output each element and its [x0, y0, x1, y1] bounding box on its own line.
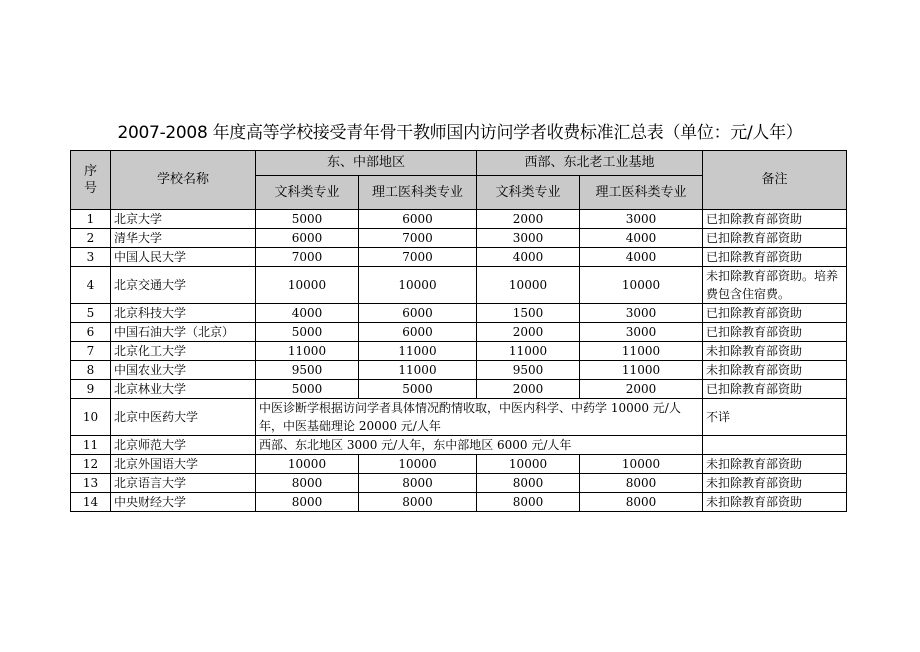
row-east-arts: 9500 — [256, 361, 359, 380]
row-west-arts: 9500 — [477, 361, 580, 380]
row-no: 13 — [71, 474, 111, 493]
row-note: 未扣除教育部资助。培养费包含住宿费。 — [703, 267, 847, 304]
row-school: 清华大学 — [111, 229, 256, 248]
row-no: 12 — [71, 455, 111, 474]
row-note — [703, 436, 847, 455]
row-no: 4 — [71, 267, 111, 304]
row-west-arts: 8000 — [477, 474, 580, 493]
table-row — [71, 455, 847, 474]
row-school: 北京语言大学 — [111, 474, 256, 493]
row-note: 未扣除教育部资助 — [703, 474, 847, 493]
row-school: 中国人民大学 — [111, 248, 256, 267]
row-east-sci: 7000 — [359, 248, 477, 267]
row-west-arts: 3000 — [477, 229, 580, 248]
header-seq: 序号 — [71, 151, 111, 210]
table-row — [71, 342, 847, 361]
row-school: 北京化工大学 — [111, 342, 256, 361]
row-west-sci: 11000 — [580, 361, 703, 380]
row-west-sci: 10000 — [580, 455, 703, 474]
row-note: 已扣除教育部资助 — [703, 229, 847, 248]
row-no: 2 — [71, 229, 111, 248]
row-east-arts: 5000 — [256, 323, 359, 342]
row-west-arts: 8000 — [477, 493, 580, 512]
table-row — [71, 248, 847, 267]
header-west-arts: 文科类专业 — [477, 176, 580, 210]
table-row — [71, 267, 847, 304]
row-east-arts: 8000 — [256, 474, 359, 493]
fee-table — [70, 150, 847, 512]
row-no: 10 — [71, 399, 111, 436]
header-note: 备注 — [703, 151, 847, 210]
row-west-arts: 2000 — [477, 323, 580, 342]
table-row — [71, 399, 847, 436]
row-school: 北京林业大学 — [111, 380, 256, 399]
row-school: 北京师范大学 — [111, 436, 256, 455]
row-school: 北京科技大学 — [111, 304, 256, 323]
table-row — [71, 474, 847, 493]
row-west-arts: 2000 — [477, 210, 580, 229]
row-fee-description: 西部、东北地区 3000 元/人年，东中部地区 6000 元/人年 — [256, 436, 703, 455]
row-east-sci: 8000 — [359, 474, 477, 493]
row-east-arts: 10000 — [256, 267, 359, 304]
row-east-sci: 5000 — [359, 380, 477, 399]
header-region-east: 东、中部地区 — [256, 151, 477, 176]
row-note: 已扣除教育部资助 — [703, 380, 847, 399]
row-west-arts: 11000 — [477, 342, 580, 361]
row-school: 北京外国语大学 — [111, 455, 256, 474]
row-no: 7 — [71, 342, 111, 361]
row-school: 北京交通大学 — [111, 267, 256, 304]
row-west-sci: 2000 — [580, 380, 703, 399]
row-west-arts: 2000 — [477, 380, 580, 399]
row-east-arts: 5000 — [256, 380, 359, 399]
row-east-sci: 7000 — [359, 229, 477, 248]
table-row — [71, 380, 847, 399]
row-east-sci: 10000 — [359, 455, 477, 474]
header-west-sci: 理工医科类专业 — [580, 176, 703, 210]
table-row — [71, 361, 847, 380]
header-region-west: 西部、东北老工业基地 — [477, 151, 703, 176]
row-west-arts: 4000 — [477, 248, 580, 267]
row-east-sci: 8000 — [359, 493, 477, 512]
row-school: 北京中医药大学 — [111, 399, 256, 436]
row-east-arts: 11000 — [256, 342, 359, 361]
row-school: 中国农业大学 — [111, 361, 256, 380]
row-note: 未扣除教育部资助 — [703, 455, 847, 474]
row-note: 未扣除教育部资助 — [703, 361, 847, 380]
row-east-sci: 6000 — [359, 323, 477, 342]
row-no: 14 — [71, 493, 111, 512]
row-west-sci: 3000 — [580, 323, 703, 342]
row-note: 已扣除教育部资助 — [703, 323, 847, 342]
page-title: 2007-2008 年度高等学校接受青年骨干教师国内访问学者收费标准汇总表（单位：元/人年） — [117, 123, 803, 143]
row-note: 已扣除教育部资助 — [703, 304, 847, 323]
row-school: 北京大学 — [111, 210, 256, 229]
row-school: 中央财经大学 — [111, 493, 256, 512]
table-row — [71, 229, 847, 248]
table-row — [71, 323, 847, 342]
row-east-sci: 11000 — [359, 361, 477, 380]
row-note: 已扣除教育部资助 — [703, 248, 847, 267]
row-east-sci: 11000 — [359, 342, 477, 361]
header-east-arts: 文科类专业 — [256, 176, 359, 210]
row-note: 不详 — [703, 399, 847, 436]
row-east-arts: 10000 — [256, 455, 359, 474]
row-east-sci: 10000 — [359, 267, 477, 304]
row-west-sci: 11000 — [580, 342, 703, 361]
row-note: 已扣除教育部资助 — [703, 210, 847, 229]
header-school: 学校名称 — [111, 151, 256, 210]
row-note: 未扣除教育部资助 — [703, 493, 847, 512]
row-no: 9 — [71, 380, 111, 399]
table-row — [71, 210, 847, 229]
row-east-sci: 6000 — [359, 210, 477, 229]
row-school: 中国石油大学（北京） — [111, 323, 256, 342]
row-east-arts: 8000 — [256, 493, 359, 512]
row-east-arts: 6000 — [256, 229, 359, 248]
row-no: 11 — [71, 436, 111, 455]
row-west-sci: 8000 — [580, 474, 703, 493]
row-no: 8 — [71, 361, 111, 380]
row-west-sci: 3000 — [580, 210, 703, 229]
row-note: 未扣除教育部资助 — [703, 342, 847, 361]
row-west-sci: 4000 — [580, 248, 703, 267]
row-no: 1 — [71, 210, 111, 229]
header-east-sci: 理工医科类专业 — [359, 176, 477, 210]
row-no: 6 — [71, 323, 111, 342]
row-fee-description: 中医诊断学根据访问学者具体情况酌情收取，中医内科学、中药学 10000 元/人年，中医基础理论 20000 元/人年 — [256, 399, 703, 436]
row-east-arts: 5000 — [256, 210, 359, 229]
row-east-arts: 7000 — [256, 248, 359, 267]
row-west-arts: 1500 — [477, 304, 580, 323]
row-west-arts: 10000 — [477, 455, 580, 474]
row-west-sci: 4000 — [580, 229, 703, 248]
table-row — [71, 304, 847, 323]
table-row — [71, 436, 847, 455]
row-west-sci: 3000 — [580, 304, 703, 323]
row-west-arts: 10000 — [477, 267, 580, 304]
row-east-sci: 6000 — [359, 304, 477, 323]
row-west-sci: 8000 — [580, 493, 703, 512]
row-no: 5 — [71, 304, 111, 323]
table-row — [71, 493, 847, 512]
row-no: 3 — [71, 248, 111, 267]
row-east-arts: 4000 — [256, 304, 359, 323]
row-west-sci: 10000 — [580, 267, 703, 304]
